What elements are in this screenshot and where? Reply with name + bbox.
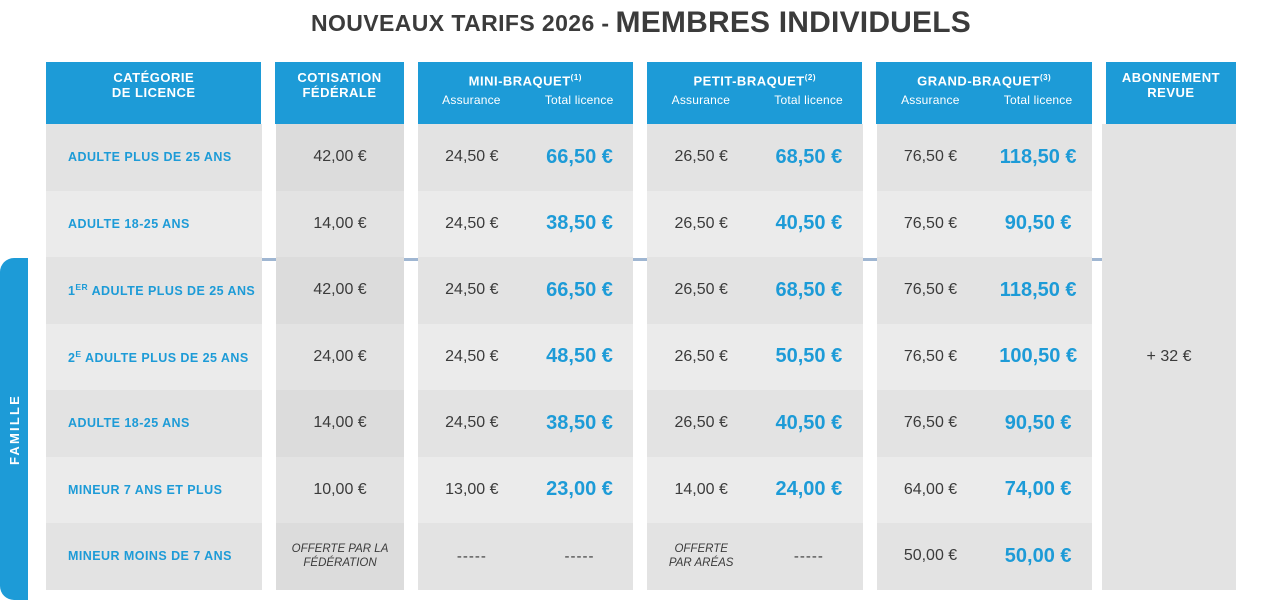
page-title-main: MEMBRES INDIVIDUELS bbox=[615, 6, 971, 39]
header-grand-note: (3) bbox=[1039, 73, 1052, 82]
header-petit-braquet bbox=[647, 62, 862, 124]
header-grand-total: Total licence bbox=[1003, 93, 1073, 108]
row-cotisation-federale bbox=[276, 457, 404, 524]
header-categorie bbox=[46, 62, 261, 124]
cotisation-value: 10,00 € bbox=[313, 480, 367, 498]
famille-group-bracket bbox=[0, 258, 28, 600]
petit-braquet-assurance bbox=[647, 257, 755, 324]
mini-braquet-assurance-value: 24,50 € bbox=[445, 148, 499, 166]
row-mini-braquet bbox=[418, 124, 633, 191]
row-grand-braquet bbox=[877, 124, 1092, 191]
grand-braquet-total-value: 74,00 € bbox=[1004, 478, 1072, 501]
row-petit-braquet bbox=[647, 457, 862, 524]
row-grand-braquet bbox=[877, 457, 1092, 524]
petit-braquet-assurance bbox=[647, 390, 755, 457]
petit-braquet-assurance bbox=[647, 457, 755, 524]
petit-braquet-assurance bbox=[647, 191, 755, 258]
page-title-prefix: NOUVEAUX TARIFS 2026 - bbox=[311, 9, 610, 36]
famille-label: FAMILLE bbox=[6, 393, 22, 465]
grand-braquet-total-value: 118,50 € bbox=[999, 145, 1077, 168]
petit-braquet-assurance-value: 26,50 € bbox=[674, 148, 728, 166]
header-abonnement bbox=[1106, 62, 1236, 124]
petit-braquet-total bbox=[755, 324, 863, 391]
row-petit-braquet bbox=[647, 257, 862, 324]
row-mini-braquet bbox=[418, 390, 633, 457]
grand-braquet-total bbox=[984, 124, 1092, 191]
row-category-label: $2^E$ ADULTE PLUS DE 25 ANS bbox=[68, 348, 249, 365]
grand-braquet-total bbox=[984, 390, 1092, 457]
row-category bbox=[46, 523, 262, 590]
petit-braquet-total-value: 68,50 € bbox=[775, 145, 843, 168]
row-mini-braquet bbox=[418, 523, 633, 590]
petit-braquet-assurance-value: 26,50 € bbox=[674, 347, 728, 365]
header-mini-note: (1) bbox=[570, 73, 582, 82]
grand-braquet-assurance bbox=[877, 191, 985, 258]
mini-braquet-assurance bbox=[418, 523, 526, 590]
mini-braquet-total bbox=[526, 523, 634, 590]
petit-braquet-assurance-value: 14,00 € bbox=[674, 480, 728, 498]
grand-braquet-total-value: 118,50 € bbox=[999, 278, 1077, 301]
mini-braquet-assurance bbox=[418, 124, 526, 191]
row-category bbox=[46, 390, 262, 457]
table-row bbox=[46, 191, 1236, 258]
grand-braquet-assurance-value: 76,50 € bbox=[903, 347, 958, 365]
mini-braquet-total-value: 38,50 € bbox=[546, 411, 613, 434]
row-petit-braquet bbox=[647, 523, 862, 590]
cotisation-note: OFFERTE PAR LA FÉDÉRATION bbox=[291, 543, 389, 570]
mini-braquet-assurance-value: 24,50 € bbox=[445, 214, 499, 232]
row-category-label: MINEUR 7 ANS ET PLUS bbox=[68, 482, 223, 497]
mini-braquet-total-value: 48,50 € bbox=[546, 345, 613, 368]
mini-braquet-total bbox=[526, 324, 634, 391]
grand-braquet-assurance-value: 76,50 € bbox=[903, 214, 958, 232]
header-abonnement-line2: REVUE bbox=[1147, 85, 1195, 100]
row-mini-braquet bbox=[418, 257, 633, 324]
row-petit-braquet bbox=[647, 124, 862, 191]
mini-braquet-assurance bbox=[418, 257, 526, 324]
row-category-label: ADULTE 18-25 ANS bbox=[68, 216, 190, 231]
petit-braquet-assurance bbox=[647, 124, 755, 191]
row-category bbox=[46, 324, 262, 391]
petit-braquet-assurance-value: 26,50 € bbox=[674, 281, 728, 299]
mini-braquet-assurance-value: 13,00 € bbox=[445, 480, 499, 498]
grand-braquet-assurance bbox=[877, 324, 985, 391]
mini-braquet-total-value: 38,50 € bbox=[546, 212, 613, 235]
grand-braquet-total bbox=[984, 457, 1092, 524]
header-categorie-line1: CATÉGORIE bbox=[113, 70, 195, 85]
abonnement-value: + 32 € bbox=[1146, 347, 1192, 365]
grand-braquet-assurance-value: 76,50 € bbox=[903, 414, 958, 432]
table-row bbox=[46, 124, 1236, 191]
cotisation-value: 42,00 € bbox=[313, 281, 367, 299]
petit-braquet-assurance bbox=[647, 523, 755, 590]
header-mini-title: MINI-BRAQUET bbox=[468, 73, 571, 89]
grand-braquet-assurance-value: 76,50 € bbox=[903, 148, 958, 166]
grand-braquet-total bbox=[984, 191, 1092, 258]
petit-braquet-total bbox=[755, 257, 863, 324]
grand-braquet-assurance bbox=[877, 523, 985, 590]
grand-braquet-total bbox=[984, 523, 1092, 590]
page-title bbox=[0, 0, 1282, 46]
petit-braquet-assurance bbox=[647, 324, 755, 391]
mini-braquet-total-value: 66,50 € bbox=[546, 145, 613, 168]
abonnement-revue-cell bbox=[1102, 124, 1236, 590]
row-petit-braquet bbox=[647, 390, 862, 457]
row-grand-braquet bbox=[877, 390, 1092, 457]
mini-braquet-total bbox=[526, 390, 634, 457]
header-petit-note: (2) bbox=[804, 73, 816, 82]
row-cotisation-federale bbox=[276, 523, 404, 590]
petit-braquet-assurance-value: 26,50 € bbox=[674, 414, 728, 432]
row-category bbox=[46, 191, 262, 258]
header-mini-assurance: Assurance bbox=[442, 93, 501, 108]
petit-braquet-assurance-value: 26,50 € bbox=[674, 214, 728, 232]
table-row bbox=[46, 523, 1236, 590]
grand-braquet-assurance-value: 76,50 € bbox=[903, 281, 958, 299]
petit-braquet-total-value: ----- bbox=[793, 547, 824, 565]
row-category bbox=[46, 457, 262, 524]
petit-braquet-total bbox=[755, 390, 863, 457]
header-mini-braquet bbox=[418, 62, 633, 124]
row-cotisation-federale bbox=[276, 191, 404, 258]
row-petit-braquet bbox=[647, 191, 862, 258]
petit-braquet-total-value: 50,50 € bbox=[775, 345, 843, 368]
grand-braquet-total bbox=[984, 257, 1092, 324]
mini-braquet-total bbox=[526, 191, 634, 258]
grand-braquet-total bbox=[984, 324, 1092, 391]
petit-braquet-total bbox=[755, 191, 863, 258]
header-grand-assurance: Assurance bbox=[901, 93, 960, 108]
row-cotisation-federale bbox=[276, 257, 404, 324]
table-header-row bbox=[46, 62, 1236, 124]
mini-braquet-assurance-value: 24,50 € bbox=[445, 347, 499, 365]
mini-braquet-assurance bbox=[418, 324, 526, 391]
mini-braquet-assurance bbox=[418, 191, 526, 258]
cotisation-value: 42,00 € bbox=[313, 148, 367, 166]
table-row bbox=[46, 390, 1236, 457]
header-petit-total: Total licence bbox=[774, 93, 843, 108]
header-petit-title: PETIT-BRAQUET bbox=[693, 73, 805, 89]
table-row bbox=[46, 257, 1236, 324]
row-cotisation-federale bbox=[276, 324, 404, 391]
row-mini-braquet bbox=[418, 457, 633, 524]
mini-braquet-total bbox=[526, 257, 634, 324]
grand-braquet-assurance bbox=[877, 124, 985, 191]
petit-braquet-total-value: 68,50 € bbox=[775, 278, 843, 301]
petit-braquet-total bbox=[755, 124, 863, 191]
header-mini-total: Total licence bbox=[544, 93, 614, 108]
mini-braquet-assurance bbox=[418, 390, 526, 457]
petit-braquet-assurance-note: OFFERTE PAR ARÉAS bbox=[668, 543, 734, 570]
mini-braquet-assurance-value: 24,50 € bbox=[445, 281, 499, 299]
row-category-label: ADULTE PLUS DE 25 ANS bbox=[68, 150, 232, 165]
header-grand-title: GRAND-BRAQUET bbox=[917, 73, 1040, 89]
cotisation-value: 24,00 € bbox=[313, 347, 367, 365]
row-category-label: ADULTE 18-25 ANS bbox=[68, 416, 190, 431]
petit-braquet-total-value: 40,50 € bbox=[775, 411, 843, 434]
grand-braquet-assurance bbox=[877, 457, 985, 524]
row-mini-braquet bbox=[418, 191, 633, 258]
petit-braquet-total bbox=[755, 523, 863, 590]
row-category-label: 1ER ADULTE PLUS DE 25 ANS bbox=[68, 282, 256, 299]
mini-braquet-total-value: 23,00 € bbox=[546, 478, 613, 501]
tariffs-table bbox=[46, 62, 1236, 590]
row-grand-braquet bbox=[877, 324, 1092, 391]
mini-braquet-total bbox=[526, 457, 634, 524]
cotisation-value: 14,00 € bbox=[313, 214, 367, 232]
grand-braquet-total-value: 100,50 € bbox=[999, 345, 1078, 368]
mini-braquet-assurance bbox=[418, 457, 526, 524]
row-grand-braquet bbox=[877, 257, 1092, 324]
row-category bbox=[46, 257, 262, 324]
header-categorie-line2: DE LICENCE bbox=[111, 85, 196, 100]
mini-braquet-assurance-value: 24,50 € bbox=[445, 414, 499, 432]
table-row bbox=[46, 457, 1236, 524]
mini-braquet-assurance-value: ----- bbox=[456, 547, 487, 565]
row-mini-braquet bbox=[418, 324, 633, 391]
table-row bbox=[46, 324, 1236, 391]
row-grand-braquet bbox=[877, 191, 1092, 258]
row-petit-braquet bbox=[647, 324, 862, 391]
row-grand-braquet bbox=[877, 523, 1092, 590]
grand-braquet-assurance-value: 64,00 € bbox=[903, 480, 958, 498]
header-cotisation bbox=[275, 62, 403, 124]
petit-braquet-total-value: 24,00 € bbox=[775, 478, 843, 501]
grand-braquet-assurance-value: 50,00 € bbox=[903, 547, 958, 565]
row-cotisation-federale bbox=[276, 390, 404, 457]
grand-braquet-total-value: 90,50 € bbox=[1004, 212, 1072, 235]
header-abonnement-line1: ABONNEMENT bbox=[1121, 70, 1221, 85]
header-cotisation-line1: COTISATION bbox=[297, 70, 382, 85]
row-cotisation-federale bbox=[276, 124, 404, 191]
mini-braquet-total bbox=[526, 124, 634, 191]
header-grand-braquet bbox=[876, 62, 1091, 124]
row-category bbox=[46, 124, 262, 191]
petit-braquet-total-value: 40,50 € bbox=[775, 212, 843, 235]
mini-braquet-total-value: 66,50 € bbox=[546, 278, 613, 301]
header-cotisation-line2: FÉDÉRALE bbox=[302, 85, 377, 100]
row-category-label: MINEUR MOINS DE 7 ANS bbox=[68, 549, 232, 564]
table-body bbox=[46, 124, 1236, 590]
grand-braquet-total-value: 90,50 € bbox=[1004, 411, 1072, 434]
cotisation-value: 14,00 € bbox=[313, 414, 367, 432]
grand-braquet-total-value: 50,00 € bbox=[1004, 544, 1072, 567]
header-petit-assurance: Assurance bbox=[671, 93, 731, 108]
grand-braquet-assurance bbox=[877, 257, 985, 324]
petit-braquet-total bbox=[755, 457, 863, 524]
grand-braquet-assurance bbox=[877, 390, 985, 457]
mini-braquet-total-value: ----- bbox=[564, 547, 595, 565]
